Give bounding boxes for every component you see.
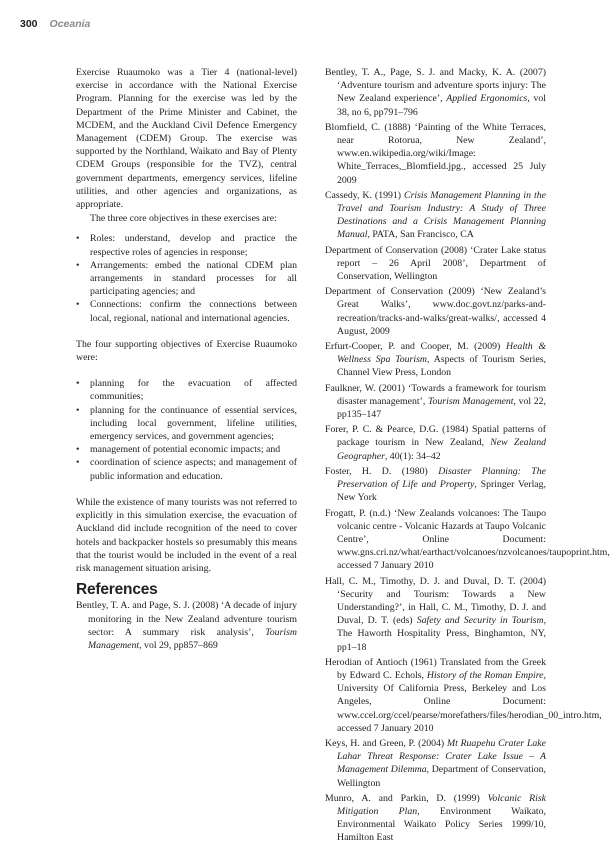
reference-source: History of the Roman Empire: [426, 669, 544, 681]
reference-entry: [325, 465, 546, 505]
right-column: [325, 66, 610, 847]
reference-text: Faulkner, W. (2001) ‘Towards a framework for tourism disaster management’,: [325, 382, 546, 407]
list-item: • planning for the evacuation of affected communities;: [76, 377, 297, 403]
references-list: [325, 66, 610, 845]
reference-text: , Department of Conservation, Wellington: [337, 764, 546, 789]
paragraph-supporting-objectives-intro: The four supporting objectives of Exercise Ruaumoko were:: [76, 338, 297, 364]
list-item: • Roles: understand, develop and practice the respective roles of agencies in response;: [76, 232, 297, 258]
reference-entry: [325, 244, 546, 284]
list-item: • planning for the continuance of essential services, including local government, lifeline utilities, emergency services, and government agencies;: [76, 404, 297, 444]
reference-text: Erfurt-Cooper, P. and Cooper, M. (2009): [325, 341, 506, 353]
list-item: • coordination of science aspects; and management of public information and education.: [76, 456, 297, 482]
reference-text: Blomfield, C. (1888) ‘Painting of the White Terraces, near Rotorua, New Zealand’, www.en.wikipedia.org/wiki/Image: White_Terraces,_Blomfield.jpg., accessed 25 July 2009: [325, 121, 546, 186]
reference-text: , vol 22, pp135–147: [337, 395, 546, 421]
reference-source: Applied Ergonomics: [446, 93, 528, 105]
reference-text: Keys, H. and Green, P. (2004): [325, 737, 447, 749]
left-column: [76, 66, 297, 654]
references-heading: References: [76, 581, 158, 599]
reference-entry: [325, 423, 546, 463]
reference-text: Department of Conservation (2009) ‘New Zealand’s Great Walks’, www.doc.govt.nz/parks-and-recreation/tracks-and-walks/great-walks/, accessed 4 August, 2009: [325, 286, 546, 337]
reference-text: , Springer Verlag, New York: [337, 479, 546, 504]
reference-text: , PATA, San Francisco, CA: [367, 229, 474, 241]
reference-entry: [325, 340, 546, 380]
list-item: • Arrangements: embed the national CDEM plan arrangements in standard processes for all participating agencies; and: [76, 259, 297, 299]
reference-text: , The Haworth Hospitality Press, Binghamton, NY, pp1–18: [337, 615, 547, 653]
running-title: Oceania: [49, 18, 91, 30]
reference-entry: [325, 382, 546, 422]
reference-entry: [325, 121, 546, 187]
reference-source: Safety and Security in Tourism: [416, 615, 544, 627]
reference-entry: [325, 656, 602, 735]
reference-source: Tourism Management: [427, 395, 514, 407]
reference-text: , Environment Waikato, Environmental Waikato Policy Series 1999/10, Hamilton East: [337, 805, 546, 844]
reference-text: Department of Conservation (2008) ‘Crater Lake status report – 26 April 2008’, Department of Conservation, Wellington: [325, 244, 546, 283]
paragraph-core-objectives-intro: The three core objectives in these exercises are:: [90, 213, 277, 225]
reference-entry: [325, 507, 610, 573]
reference-source: Health & Wellness Spa Tourism: [337, 341, 547, 366]
reference-text: Herodian of Antioch (1961) Translated from the Greek by Edward C. Echols,: [325, 656, 546, 681]
reference-entry: [325, 575, 546, 654]
reference-text: Cassedy, K. (1991): [325, 189, 405, 201]
reference-entry: [76, 599, 297, 652]
list-item: • management of potential economic impacts; and: [76, 443, 297, 456]
reference-entry: [325, 189, 546, 242]
list-item: • Connections: confirm the connections between local, regional, national and international agencies.: [76, 298, 297, 324]
reference-source: New Zealand Geographer: [337, 437, 546, 462]
reference-text: Frogatt, P. (n.d.) ‘New Zealands volcanoes: The Taupo volcanic centre - Volcanic Hazards at Taupo Volcanic Centre’, Online Document: www.gns.cri.nz/what/earthact/volcanoes/nzvolcanoes/taupoprint.htm, accessed 7 January 2010: [325, 507, 610, 572]
core-objectives-list: [76, 232, 297, 324]
reference-source: Crisis Management Planning in the Travel and Tourism Industry: A Study of Three Destinations and a Crisis Management Planning Manual: [337, 189, 546, 241]
reference-entry: [325, 737, 546, 790]
supporting-objectives-list: [76, 377, 297, 483]
reference-text: Forer, P. C. & Pearce, D.G. (1984) Spatial patterns of package tourism in New Zealand,: [325, 424, 546, 449]
reference-text: Foster, H. D. (1980): [325, 465, 439, 477]
reference-text: , 40(1): 34–42: [384, 450, 441, 462]
reference-text: , Aspects of Tourism Series, Channel View Press, London: [337, 354, 546, 379]
paragraph-exercise-intro: Exercise Ruaumoko was a Tier 4 (national-level) exercise in accordance with the National Exercise Program. Planning for the exercise was led by the Department of the Prime Minister and Cabinet, the MCDEM, and the Auckland Civil Defence Emergency Management (CDEM) Group. The exercise was supported by the Northland, Waikato and Bay of Plenty CDEM Groups (responsible for the TVZ), central government departments, emergency services, lifeline utilities, and other agencies and organizations, as appropriate.: [76, 67, 297, 211]
reference-text: Munro, A. and Parkin, D. (1999): [325, 792, 488, 804]
reference-source: Mt Ruapehu Crater Lake Lahar Threat Response: Crater Lake Issue – A Management Dilemma: [337, 737, 546, 776]
reference-entry: [325, 285, 546, 338]
reference-tail: , vol 29, pp857–869: [139, 639, 218, 651]
reference-text: Hall, C. M., Timothy, D. J. and Duval, D. T. (2004) ‘Security and Tourism: Towards a New Understanding?’, in Hall, C. M., Timothy, D. J. and Duval, D. T. (eds): [325, 575, 546, 627]
reference-source: Tourism Management: [88, 626, 297, 651]
reference-source: Volcanic Risk Mitigation Plan: [337, 792, 546, 817]
paragraph-tourist-evacuation: While the existence of many tourists was not referred to explicitly in this simulation exercise, the evacuation of Auckland did include recognition of the need to cover hotels and backpacker hostels so presumably this means that the tourist would be included in the event of a real risk management situation arising.: [76, 496, 297, 574]
reference-text: Bentley, T. A. and Page, S. J. (2008) ‘A decade of injury monitoring in the New Zealand adventure tourism sector: A summary risk analysis’,: [76, 600, 297, 638]
reference-source: Disaster Planning: The Preservation of Life and Property: [337, 465, 547, 491]
reference-entry: [325, 66, 546, 119]
reference-text: , University Of California Press, Berkeley and Los Angeles, Online Document: www.ccel.org/ccel/pearse/morefathers/files/herodian_00_intro.htm, accessed 7 January 2010: [337, 669, 602, 734]
reference-text: Bentley, T. A., Page, S. J. and Macky, K. A. (2007) ‘Adventure tourism and adventure sports injury: The New Zealand experience’,: [325, 67, 546, 105]
page-header: [20, 17, 90, 31]
reference-text: , vol 38, no 6, pp791–796: [337, 93, 547, 118]
page-number: 300: [20, 18, 38, 30]
